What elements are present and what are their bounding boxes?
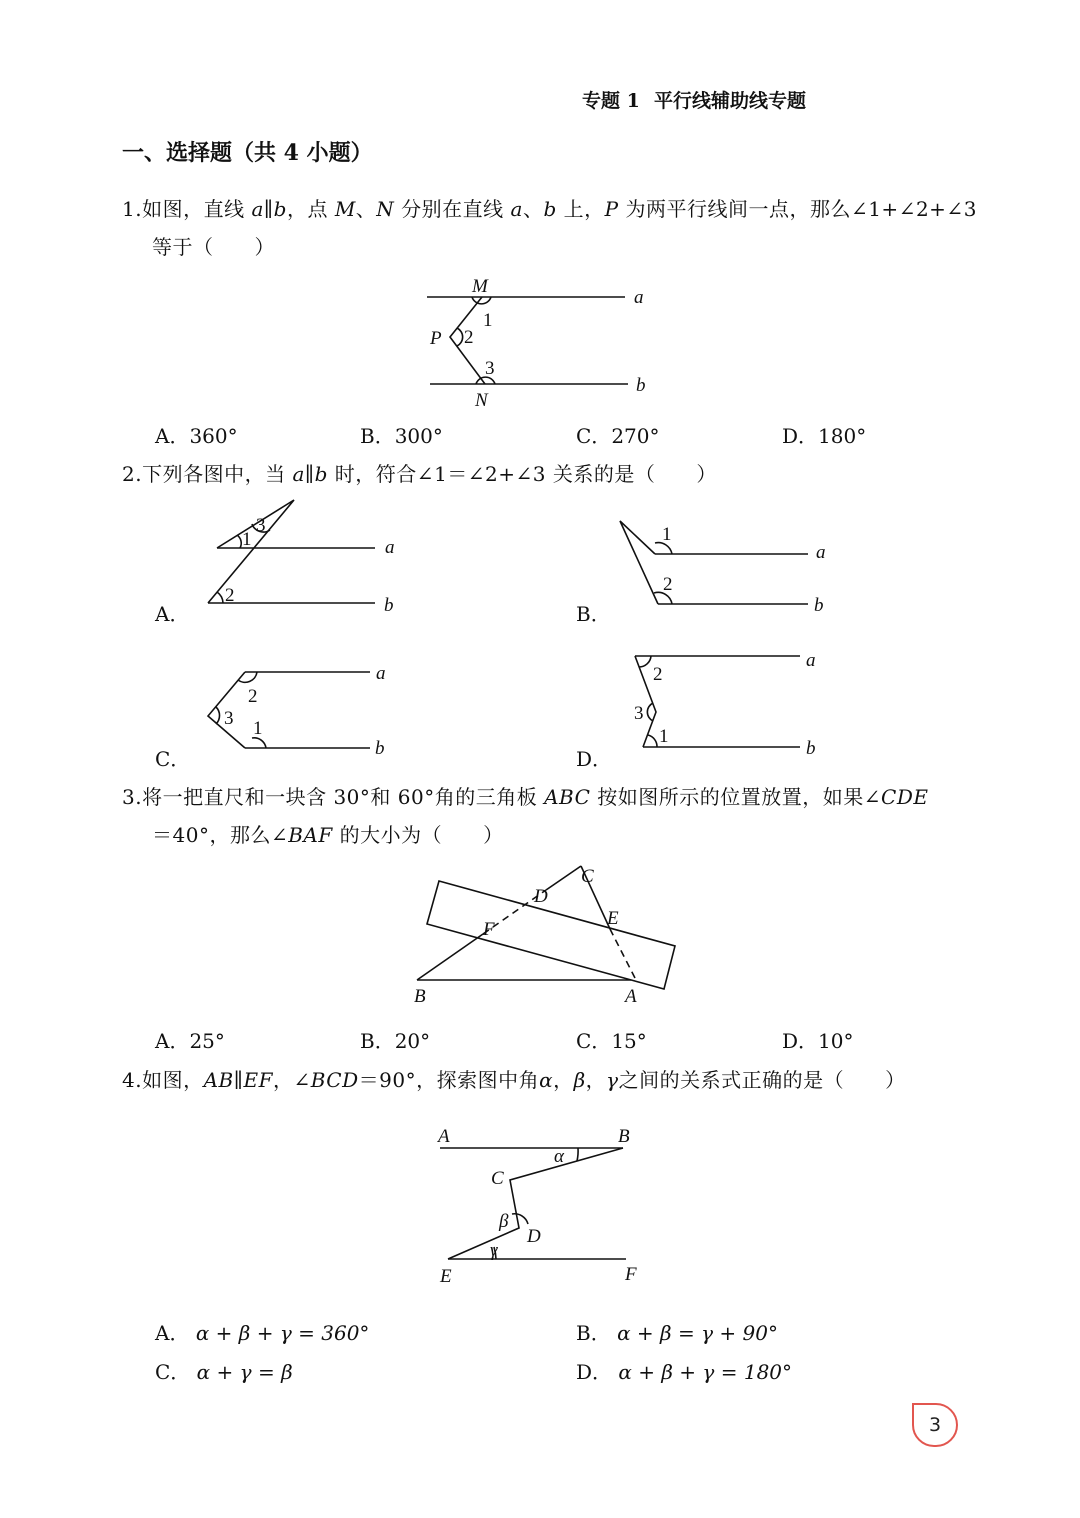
svg-text:b: b	[375, 738, 385, 759]
q2-option-d[interactable]: D．	[576, 747, 613, 771]
q1-number: 1.	[122, 197, 143, 221]
q2-option-b[interactable]: B．	[576, 602, 611, 626]
svg-text:a: a	[376, 663, 386, 684]
label-a: a	[634, 287, 644, 308]
svg-text:F: F	[483, 919, 495, 940]
q3-number: 3.	[122, 785, 143, 809]
svg-text:1: 1	[659, 726, 669, 747]
svg-text:B: B	[414, 986, 426, 1007]
q3-option-c[interactable]: C．15°	[576, 1029, 647, 1053]
section-title: 一、选择题（共 4 小题）	[122, 140, 373, 166]
label-3: 3	[485, 358, 495, 379]
q3-option-d[interactable]: D．10°	[782, 1029, 854, 1053]
svg-text:γ: γ	[490, 1240, 498, 1261]
svg-text:2: 2	[248, 686, 258, 707]
label-2: 2	[464, 327, 474, 348]
label-M: M	[472, 276, 488, 297]
q2-figure-a	[200, 495, 410, 620]
label-1: 1	[483, 310, 493, 331]
svg-text:b: b	[814, 595, 824, 616]
q3-option-a[interactable]: A．25°	[155, 1029, 225, 1053]
svg-text:a: a	[816, 542, 826, 563]
q2-figure-d	[620, 645, 835, 760]
q1-line1: 1.如图，直线 a∥b，点 M、N 分别在直线 a、b 上，P 为两平行线间一点，那么∠1+∠2+∠3	[122, 197, 977, 221]
svg-text:a: a	[806, 650, 816, 671]
svg-text:1: 1	[253, 718, 263, 739]
ruler	[427, 881, 675, 989]
svg-text:α: α	[554, 1146, 564, 1167]
svg-text:E: E	[440, 1266, 452, 1287]
q3-option-b[interactable]: B．20°	[360, 1029, 431, 1053]
q2-figure-b	[610, 510, 835, 620]
svg-text:E: E	[607, 908, 619, 929]
q1-option-c[interactable]: C．270°	[576, 424, 660, 448]
q4-number: 4.	[122, 1068, 143, 1092]
q4-option-d[interactable]: D． α + β + γ = 180°	[576, 1360, 793, 1384]
q4-line1: 4.如图，AB∥EF，∠BCD＝90°，探索图中角α，β，γ之间的关系式正确的是（ ）	[122, 1068, 906, 1092]
q4-option-c[interactable]: C． α + γ = β	[155, 1360, 293, 1384]
svg-text:C: C	[491, 1168, 504, 1189]
svg-text:3: 3	[256, 515, 266, 536]
q1-line2: 等于（ ）	[152, 235, 275, 259]
header-title: 平行线辅助线专题	[654, 90, 807, 112]
svg-text:1: 1	[242, 529, 252, 550]
svg-text:2: 2	[663, 574, 673, 595]
svg-text:2: 2	[653, 664, 663, 685]
q2-figure-c	[200, 660, 400, 760]
label-N: N	[475, 390, 488, 411]
svg-text:b: b	[384, 595, 394, 616]
page-number: 3	[912, 1403, 958, 1447]
q3-line2: ＝40°，那么∠BAF 的大小为（ ）	[152, 823, 504, 847]
angle-2-arc	[457, 328, 463, 346]
q2-option-a[interactable]: A．	[155, 602, 190, 626]
q4-option-a[interactable]: A． α + β + γ = 360°	[155, 1321, 370, 1345]
label-b: b	[636, 375, 646, 396]
q3-line1: 3.将一把直尺和一块含 30°和 60°角的三角板 ABC 按如图所示的位置放置，如果∠CDE	[122, 785, 929, 809]
q1-option-a[interactable]: A．360°	[155, 424, 238, 448]
svg-text:a: a	[385, 537, 395, 558]
svg-text:B: B	[618, 1126, 630, 1147]
q4-option-b[interactable]: B． α + β = γ + 90°	[576, 1321, 778, 1345]
header-topic: 专题 1	[582, 90, 640, 112]
svg-text:3: 3	[634, 703, 644, 724]
svg-text:C: C	[581, 866, 594, 887]
svg-text:F: F	[625, 1264, 637, 1285]
svg-text:D: D	[534, 886, 548, 907]
svg-text:A: A	[438, 1126, 450, 1147]
svg-text:2: 2	[225, 585, 235, 606]
svg-text:A: A	[625, 986, 637, 1007]
q1-figure	[420, 270, 660, 415]
svg-text:1: 1	[662, 524, 672, 545]
q3-figure	[405, 860, 685, 1010]
svg-text:β: β	[499, 1211, 509, 1232]
svg-text:D: D	[527, 1226, 541, 1247]
svg-text:b: b	[806, 738, 816, 759]
q1-option-d[interactable]: D．180°	[782, 424, 867, 448]
q2-line1: 2.下列各图中，当 a∥b 时，符合∠1＝∠2+∠3 关系的是（ ）	[122, 462, 717, 486]
q2-number: 2.	[122, 462, 143, 486]
q2-option-c[interactable]: C．	[155, 747, 191, 771]
q1-option-b[interactable]: B．300°	[360, 424, 443, 448]
q4-figure	[430, 1120, 650, 1290]
svg-text:3: 3	[224, 708, 234, 729]
label-P: P	[430, 328, 442, 349]
